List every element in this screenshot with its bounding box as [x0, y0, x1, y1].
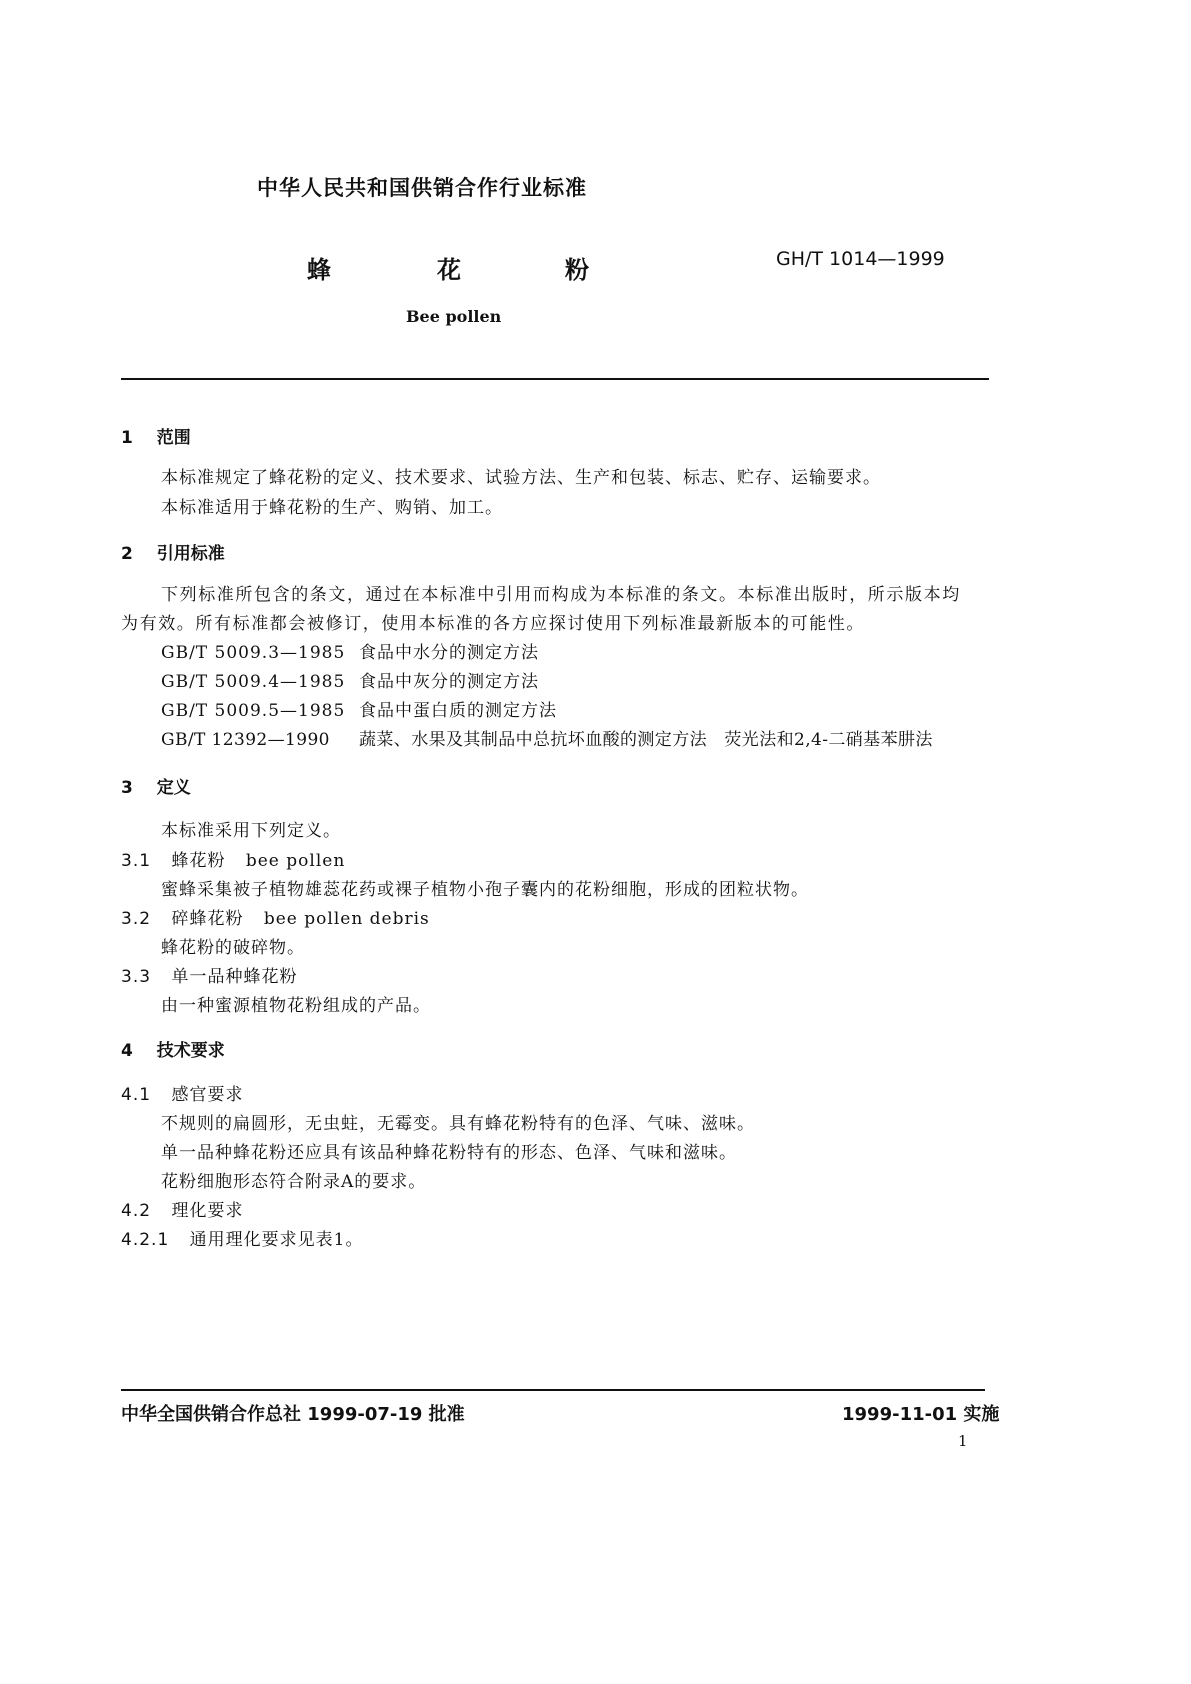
definition-text-3-2: 蜂花粉的破碎物。: [161, 938, 305, 958]
section-1-heading: [121, 423, 191, 448]
definition-term: 碎蜂花粉: [171, 909, 244, 929]
header-rule: [121, 378, 989, 380]
section-1-number: 1: [121, 428, 133, 448]
definition-text-3-1: 蜜蜂采集被子植物雄蕊花药或裸子植物小孢子囊内的花粉细胞，形成的团粒状物。: [161, 880, 809, 900]
doc-title-char-3: 粉: [565, 256, 589, 284]
definition-number: 3.3: [121, 967, 152, 987]
reference-title: 食品中灰分的测定方法: [359, 672, 539, 692]
reference-item: [161, 696, 557, 721]
section-2-para-line-2: 为有效。所有标准都会被修订，使用本标准的各方应探讨使用下列标准最新版本的可能性。: [121, 614, 865, 634]
section-2-heading: [121, 539, 225, 564]
section-2-number: 2: [121, 544, 133, 564]
subsection-number: 4.2.1: [121, 1230, 170, 1250]
english-title: Bee pollen: [406, 307, 502, 326]
footer-rule: [121, 1389, 985, 1391]
sensory-req-line-3: 花粉细胞形态符合附录A的要求。: [161, 1172, 427, 1192]
section-4-heading: [121, 1036, 225, 1061]
section-1-para-2: 本标准适用于蜂花粉的生产、购销、加工。: [161, 498, 503, 518]
page-number: 1: [958, 1432, 968, 1450]
definition-text-3-3: 由一种蜜源植物花粉组成的产品。: [161, 996, 431, 1016]
subsection-text: 通用理化要求见表1。: [189, 1230, 364, 1250]
definition-term: 蜂花粉: [171, 851, 226, 871]
subsection-title: 理化要求: [171, 1201, 244, 1221]
sensory-req-line-2: 单一品种蜂花粉还应具有该品种蜂花粉特有的形态、色泽、气味和滋味。: [161, 1143, 737, 1163]
subsection-4-2-heading: [121, 1196, 243, 1221]
approval-note: 中华全国供销合作总社 1999-07-19 批准: [121, 1404, 465, 1425]
definition-term-en: bee pollen debris: [263, 909, 430, 929]
definition-number: 3.2: [121, 909, 152, 929]
reference-code: GB/T 5009.5—1985: [161, 701, 346, 721]
definition-item-3-2: [121, 904, 430, 929]
definition-item-3-1: [121, 846, 345, 871]
standard-code: GH/T 1014—1999: [776, 248, 945, 270]
section-3-title: 定义: [156, 778, 191, 798]
section-1-para-1: 本标准规定了蜂花粉的定义、技术要求、试验方法、生产和包装、标志、贮存、运输要求。: [161, 468, 881, 488]
reference-item: [161, 638, 539, 663]
subsection-4-1-heading: [121, 1080, 243, 1105]
definition-term-en: bee pollen: [245, 851, 346, 871]
subsection-number: 4.2: [121, 1201, 152, 1221]
doc-title-char-1: 蜂: [307, 256, 331, 284]
sensory-req-line-1: 不规则的扁圆形，无虫蛀，无霉变。具有蜂花粉特有的色泽、气味、滋味。: [161, 1114, 755, 1134]
reference-item: [161, 725, 933, 750]
reference-item: [161, 667, 539, 692]
section-2-title: 引用标准: [156, 544, 225, 564]
doc-title-char-2: 花: [437, 256, 461, 284]
subsection-number: 4.1: [121, 1085, 152, 1105]
subsection-4-2-1: [121, 1225, 364, 1250]
reference-title: 食品中蛋白质的测定方法: [359, 701, 557, 721]
section-3-heading: [121, 773, 191, 798]
reference-code: GB/T 5009.4—1985: [161, 672, 346, 692]
reference-code: GB/T 12392—1990: [161, 730, 330, 750]
section-4-number: 4: [121, 1041, 133, 1061]
definition-term: 单一品种蜂花粉: [171, 967, 298, 987]
section-3-number: 3: [121, 778, 133, 798]
org-standard-title: 中华人民共和国供销合作行业标准: [257, 176, 587, 200]
effective-date: 1999-11-01 实施: [842, 1404, 1000, 1425]
subsection-title: 感官要求: [171, 1085, 244, 1105]
section-2-para-line-1: 下列标准所包含的条文，通过在本标准中引用而构成为本标准的条文。本标准出版时，所示版本均: [161, 585, 961, 605]
reference-title: 蔬菜、水果及其制品中总抗坏血酸的测定方法 荧光法和2,4-二硝基苯肼法: [359, 730, 933, 750]
section-3-intro: 本标准采用下列定义。: [161, 821, 341, 841]
section-1-title: 范围: [156, 428, 191, 448]
definition-number: 3.1: [121, 851, 152, 871]
definition-item-3-3: [121, 962, 297, 987]
reference-code: GB/T 5009.3—1985: [161, 643, 346, 663]
section-4-title: 技术要求: [156, 1041, 225, 1061]
reference-title: 食品中水分的测定方法: [359, 643, 539, 663]
